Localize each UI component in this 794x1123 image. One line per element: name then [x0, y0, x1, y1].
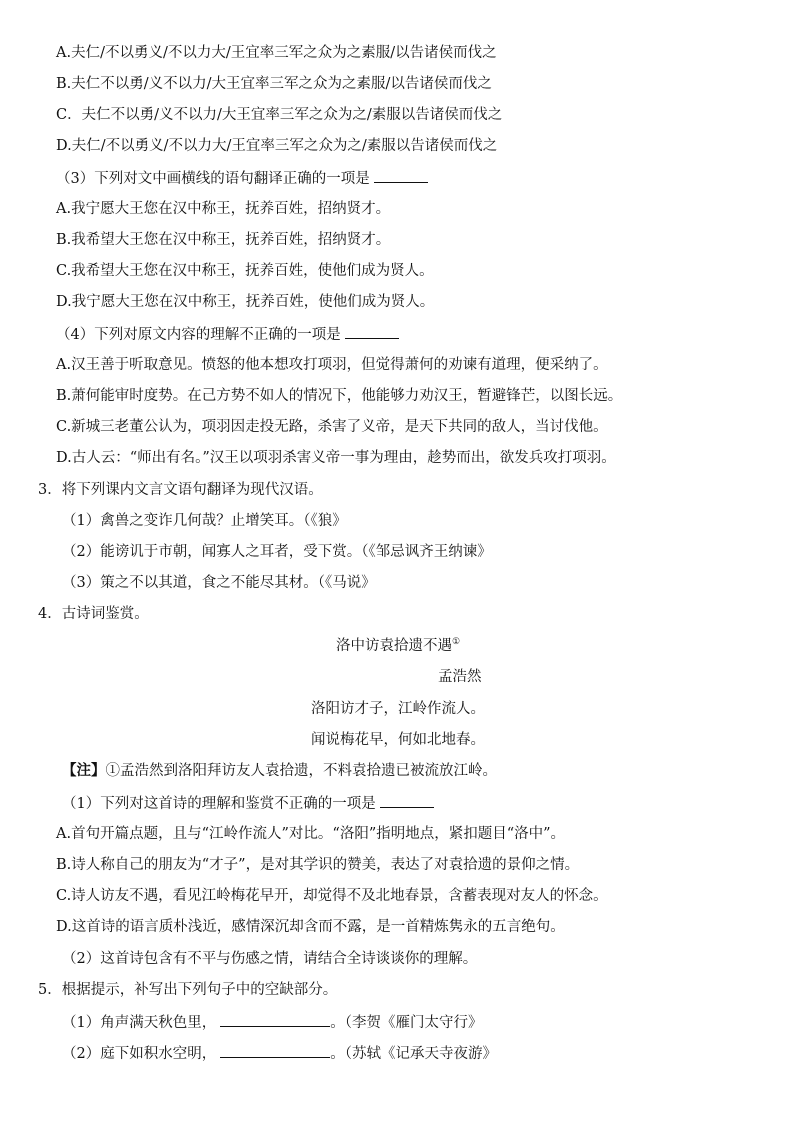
option-line: A.我宁愿大王您在汉中称王，抚养百姓，招纳贤才。: [56, 201, 391, 217]
question-stem-text: （3）下列对文中画横线的语句翻译正确的一项是: [56, 171, 370, 187]
poem-line: 闻说梅花早，何如北地春。: [311, 732, 485, 748]
fill-in-item: [62, 1012, 482, 1032]
option-line: C.新城三老董公认为，项羽因走投无路，杀害了义帝，是天下共同的敌人，当讨伐他。: [56, 419, 608, 435]
option-line: D.古人云：“师出有名。”汉王以项羽杀害义帝一事为理由，趁势而出，欲发兵攻打项羽。: [56, 450, 616, 466]
question-stem-text: （4）下列对原文内容的理解不正确的一项是: [56, 327, 341, 343]
poem-author: 孟浩然: [438, 669, 482, 685]
option-line: B.我希望大王您在汉中称王，抚养百姓，招纳贤才。: [56, 232, 391, 248]
fill-in-suffix: 。（苏轼《记承天寺夜游》: [330, 1046, 497, 1062]
question-5-stem: 5．根据提示，补写出下列句子中的空缺部分。: [38, 982, 338, 998]
answer-blank[interactable]: [220, 1012, 330, 1027]
answer-blank[interactable]: [220, 1043, 330, 1058]
answer-blank[interactable]: [345, 324, 399, 339]
question-stem-text: （1）下列对这首诗的理解和鉴赏不正确的一项是: [62, 796, 376, 812]
fill-in-suffix: 。（李贺《雁门太守行》: [330, 1015, 483, 1031]
translation-item: （2）能谤讥于市朝，闻寡人之耳者，受下赏。（《邹忌讽齐王纳谏》: [62, 544, 492, 560]
option-line: C.诗人访友不遇，看见江岭梅花早开，却觉得不及北地春景，含蓄表现对友人的怀念。: [56, 888, 608, 904]
option-line: B.夫仁不以勇/义不以力/大王宜率三军之众为之素服/以告诸侯而伐之: [56, 76, 492, 92]
poem-title: [336, 637, 460, 655]
footnote-marker: ①: [452, 637, 461, 648]
question-4-stem: 4．古诗词鉴赏。: [38, 606, 149, 622]
question-4-sub2: （2）这首诗包含有不平与伤感之情，请结合全诗谈谈你的理解。: [62, 951, 478, 967]
poem-title-text: 洛中访袁拾遗不遇: [336, 638, 452, 654]
translation-item: （1）禽兽之变诈几何哉？止增笑耳。（《狼》: [62, 513, 347, 529]
option-line: B.萧何能审时度势。在己方势不如人的情况下，他能够力劝汉王，暂避锋芒，以图长远。: [56, 388, 623, 404]
option-line: A.汉王善于听取意见。愤怒的他本想攻打项羽，但觉得萧何的劝谏有道理，便采纳了。: [56, 357, 608, 373]
option-line: D.我宁愿大王您在汉中称王，抚养百姓，使他们成为贤人。: [56, 294, 435, 310]
option-line: D.这首诗的语言质朴浅近，感情深沉却含而不露，是一首精炼隽永的五言绝句。: [56, 919, 565, 935]
answer-blank[interactable]: [374, 168, 428, 183]
option-line: B.诗人称自己的朋友为“才子”，是对其学识的赞美，表达了对袁拾遗的景仰之情。: [56, 857, 580, 873]
translation-item: （3）策之不以其道，食之不能尽其材。（《马说》: [62, 575, 376, 591]
note-label: 【注】: [62, 762, 106, 779]
fill-in-prefix: （1）角声满天秋色里，: [62, 1015, 217, 1031]
question-stem: [56, 168, 428, 188]
poem-note: [62, 762, 497, 780]
note-text: ①孟浩然到洛阳拜访友人袁拾遗，不料袁拾遗已被流放江岭。: [105, 763, 497, 779]
answer-blank[interactable]: [380, 793, 434, 808]
poem-line: 洛阳访才子，江岭作流人。: [311, 701, 485, 717]
question-3-stem: 3．将下列课内文言文语句翻译为现代汉语。: [38, 482, 323, 498]
question-stem: [62, 793, 434, 813]
question-stem: [56, 324, 399, 344]
option-line: A.夫仁/不以勇义/不以力大/王宜率三军之众为之素服/以告诸侯而伐之: [56, 45, 497, 61]
option-line: D.夫仁/不以勇义/不以力大/王宜率三军之众为之/素服以告诸侯而伐之: [56, 138, 498, 154]
fill-in-prefix: （2）庭下如积水空明，: [62, 1046, 217, 1062]
option-line: C.我希望大王您在汉中称王，抚养百姓，使他们成为贤人。: [56, 263, 434, 279]
option-line: A.首句开篇点题，且与“江岭作流人”对比。“洛阳”指明地点，紧扣题目“洛中”。: [56, 826, 566, 842]
fill-in-item: [62, 1043, 497, 1063]
option-line: C．夫仁不以勇/义不以力/大王宜率三军之众为之/素服以告诸侯而伐之: [56, 107, 503, 123]
